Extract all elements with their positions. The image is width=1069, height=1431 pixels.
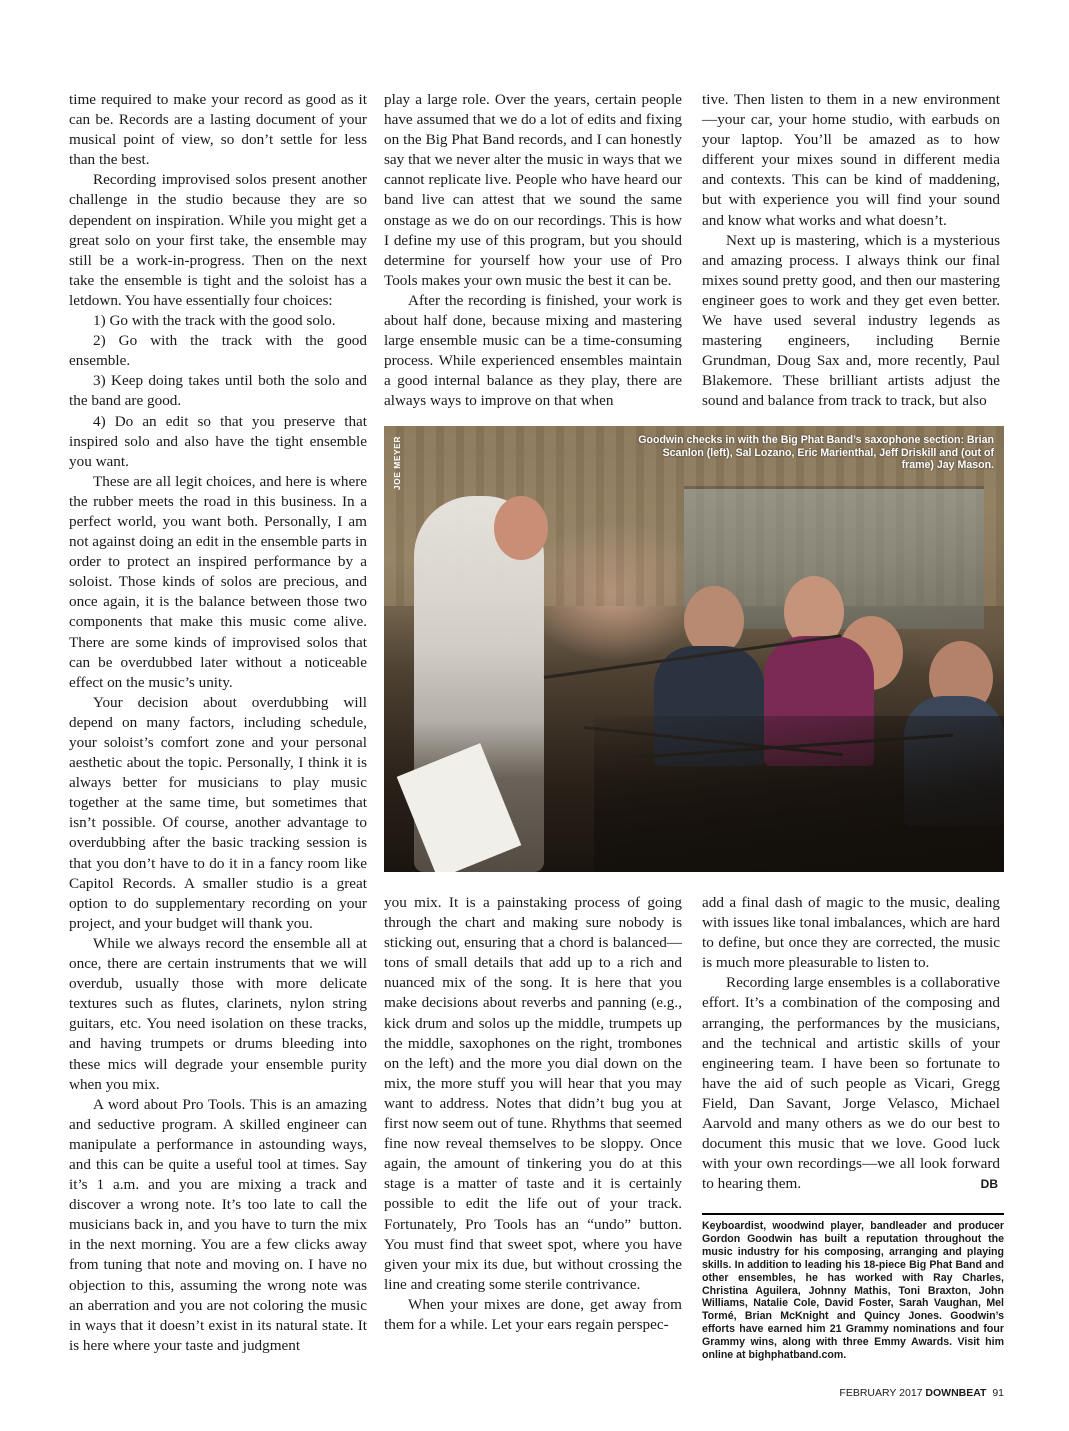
paragraph: tive. Then listen to them in a new environment—your car, your home studio, with earbuds on your laptop. You’ll be amazed as to how different your mixes sound in different media and contexts. This can be kind of maddening, but with experience you will find your sound and know what works and what doesn’t. — [702, 91, 1000, 229]
photo-credit: JOE MEYER — [392, 436, 402, 491]
studio-photo — [384, 426, 1004, 872]
bio-divider — [702, 1213, 1004, 1215]
paragraph-text: Recording large ensembles is a collaborative effort. It’s a combination of the composing and arranging, the performances by the musicians, and the technical and artistic skills of your engineering team. I have been so fortunate to have the aid of such people as Vicari, Gregg Field, Dan Savant, Jorge Velasco, Michael Aarvold and many others as we do our best to document this music that we love. Good luck with your own recordings—we all look forward to hearing them. — [702, 974, 1000, 1193]
end-mark: DB — [980, 1177, 998, 1192]
list-item: 1) Go with the track with the good solo. — [93, 312, 336, 330]
bandleader-head — [494, 496, 548, 560]
paragraph: play a large role. Over the years, certain people have assumed that we do a lot of edits and fixing on the Big Phat Band records, and I can honestly say that we never alter the music in ways that we cannot replicate live. People who have heard our band live can attest that we sound the same onstage as we do on our recordings. This is how I define my use of this program, but you should determine for yourself how your use of Pro Tools makes your own music the best it can be. — [384, 91, 682, 289]
issue-date: FEBRUARY 2017 — [839, 1387, 923, 1399]
author-bio: Keyboardist, woodwind player, bandleader and producer Gordon Goodwin has built a reputation throughout the music industry for his composing, arranging and playing skills. In addition to leading his 18-piece Big Phat Band and other ensembles, he has worked with Ray Charles, Christina Aguilera, Johnny Mathis, Toni Braxton, John Williams, Natalie Cole, David Foster, Sarah Vaughan, Mel Tormé, Brian McKnight and Quincy Jones. Goodwin’s efforts have earned him 21 Grammy nominations and four Grammy wins, along with three Emmy Awards. Visit him online at bighphatband.com. — [702, 1220, 1004, 1362]
list-item: 2) Go with the track with the good ensemble. — [69, 332, 367, 370]
article-column-2-bottom — [384, 893, 682, 1363]
list-item: 3) Keep doing takes until both the solo and the band are good. — [69, 372, 367, 410]
article-column-1 — [69, 90, 367, 1360]
article-column-2-top — [384, 90, 682, 410]
photo-caption: Goodwin checks in with the Big Phat Band’s saxophone section: Brian Scanlon (left), Sal Lozano, Eric Marienthal, Jeff Driskill and (out of frame) Jay Mason. — [638, 434, 994, 472]
paragraph: Next up is mastering, which is a mysterious and amazing process. I always think our final mixes sound pretty good, and then our mastering engineer goes to work and they get even better. We have used several industry legends as mastering engineers, including Bernie Grundman, Doug Sax and, more recently, Paul Blakemore. These brilliant artists adjust the sound and balance from track to track, but also — [702, 231, 1000, 410]
paragraph: Your decision about overdubbing will depend on many factors, including schedule, your soloist’s comfort zone and your personal aesthetic about the topic. Personally, I think it is always better for musicians to play music together at the same time, but sometimes that isn’t possible. Of course, another advantage to overdubbing after the basic tracking session is that you don’t have to do it in a fancy room like Capitol Records. A smaller studio is a great option to do supplementary recording on your project, and your budget will thank you. — [69, 693, 367, 932]
paragraph — [702, 973, 1000, 1194]
paragraph: A word about Pro Tools. This is an amazing and seductive program. A skilled engineer can manipulate a performance in astounding ways, and this can be quite a useful tool at times. Say it’s 1 a.m. and you are mixing a track and discover a wrong note. It’s too late to call the musicians back in, and you have to turn the mix in the next morning. You are a few clicks away from tuning that note and moving on. I have no objection to this, assuming the wrong note was an aberration and you are not coloring the music in ways that it doesn’t exist in its natural state. It is here where your taste and judgment — [69, 1095, 367, 1354]
page-folio — [830, 1387, 1004, 1399]
article-column-3-bottom — [702, 893, 1000, 1213]
paragraph: Recording improvised solos present another challenge in the studio because they are so dependent on inspiration. While you might get a great solo on your first take, the ensemble may still be a work-in-progress. Then on the next take the ensemble is tight and the soloist has a letdown. You have essentially four choices: — [69, 171, 367, 309]
paragraph: After the recording is finished, your work is about half done, because mixing and mastering large ensemble music can be a time-consuming process. While experienced ensembles maintain a good internal balance as they play, there are always ways to improve on that when — [384, 291, 682, 410]
page-number: 91 — [992, 1387, 1004, 1399]
music-stands — [594, 716, 1004, 872]
article-column-3-top — [702, 90, 1000, 410]
list-item: 4) Do an edit so that you preserve that inspired solo and also have the tight ensemble you want. — [69, 412, 367, 470]
paragraph: add a final dash of magic to the music, dealing with issues like tonal imbalances, which are hard to define, but once they are corrected, the music is much more pleasurable to listen to. — [702, 894, 1000, 972]
magazine-name: DOWNBEAT — [925, 1387, 987, 1399]
paragraph: time required to make your record as good as it can be. Records are a lasting document of your musical point of view, so don’t settle for less than the best. — [69, 91, 367, 169]
paragraph: These are all legit choices, and here is where the rubber meets the road in this business. In a perfect world, you want both. Personally, I am not against doing an edit in the ensemble parts in order to protect an inspired performance by a soloist. Those kinds of solos are precious, and once again, it is the balance between those two components that make this music come alive. There are some kinds of improvised solos that can be overdubbed later without a noticeable effect on the music’s unity. — [69, 472, 367, 691]
paragraph: When your mixes are done, get away from them for a while. Let your ears regain perspec- — [384, 1295, 682, 1333]
paragraph: you mix. It is a painstaking process of going through the chart and making sure nobody is sticking out, ensuring that a chord is balanced—tons of small details that add up to a rich and nuanced mix of the song. It is here that you make decisions about reverbs and panning (e.g., kick drum and solos up the middle, trumpets up the middle, saxophones on the right, trombones on the left) and the more you dial down on the mix, the more stuff you will hear that you may want to address. Notes that didn’t bug you at first now seem out of tune. Rhythms that seemed fine now reveal themselves to be sloppy. Once again, the amount of tinkering you do at this stage is a matter of taste and it is certainly possible to edit the life out of your track. Fortunately, Pro Tools has an “undo” button. You must find that sweet spot, where you have given your mix its due, but without crossing the line and creating some sterile contrivance. — [384, 894, 682, 1293]
paragraph: While we always record the ensemble all at once, there are certain instruments that we will overdub, usually those with more delicate textures such as flutes, clarinets, nylon string guitars, etc. You need isolation on these tracks, and having trumpets or drums bleeding into these mics will degrade your ensemble purity when you mix. — [69, 934, 367, 1093]
